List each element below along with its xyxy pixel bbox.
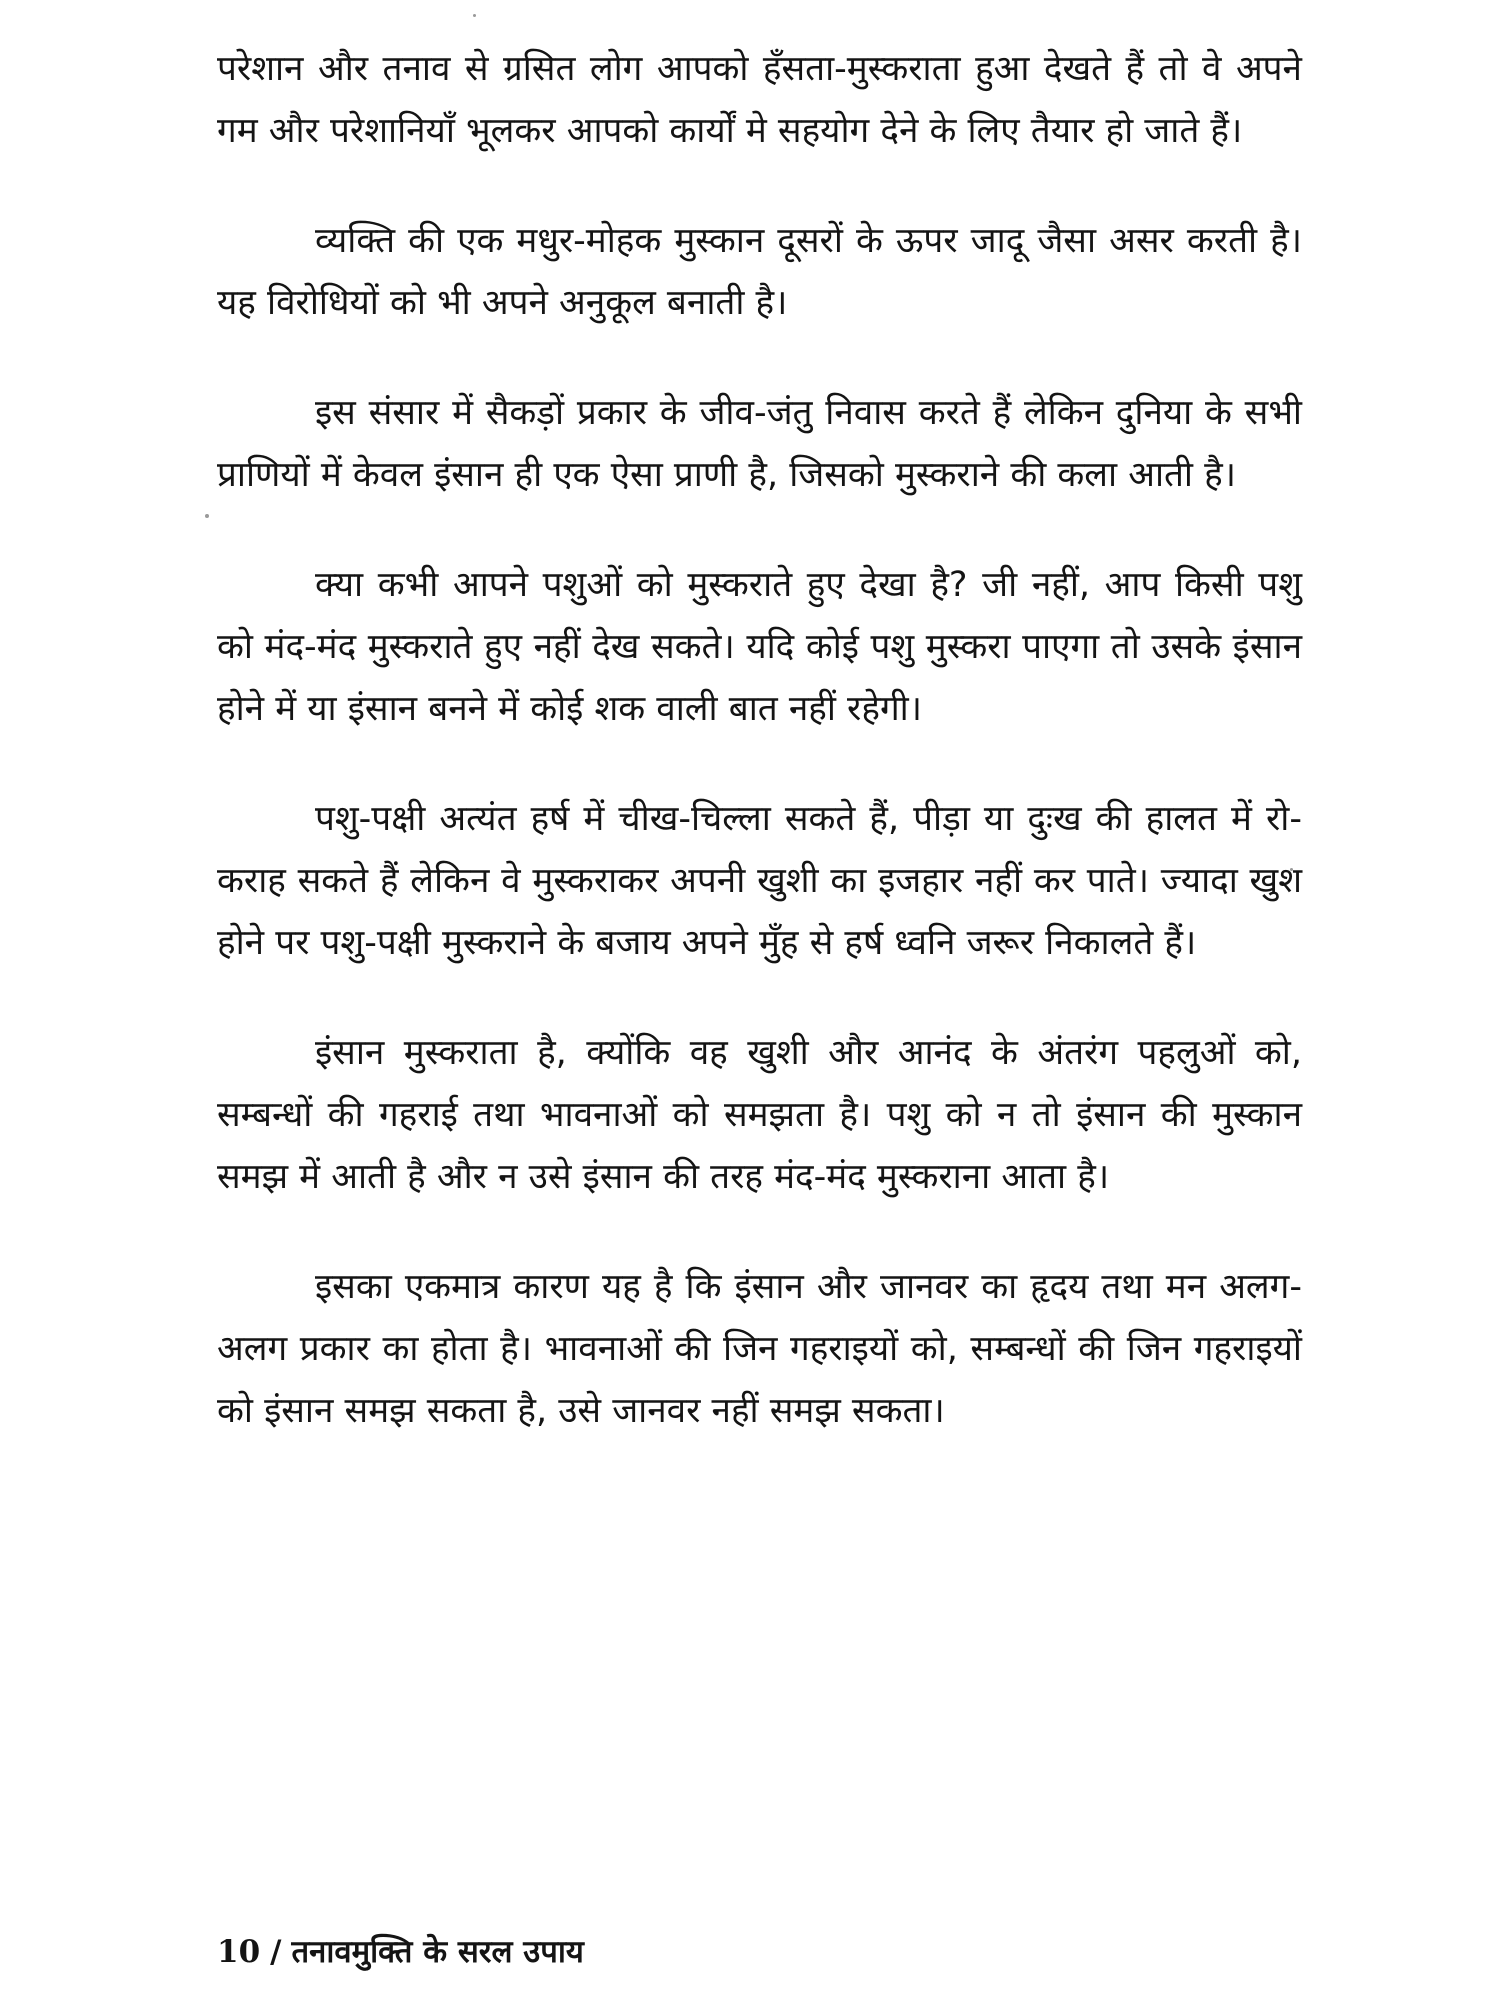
- body-text: [217, 38, 1302, 1490]
- paragraph: व्यक्ति की एक मधुर-मोहक मुस्कान दूसरों के ऊपर जादू जैसा असर करती है। यह विरोधियों को भी अपने अनुकूल बनाती है।: [217, 221, 1302, 323]
- book-title: तनावमुक्ति के सरल उपाय: [291, 1934, 584, 1970]
- paragraph: क्या कभी आपने पशुओं को मुस्कराते हुए देखा है? जी नहीं, आप किसी पशु को मंद-मंद मुस्कराते हुए नहीं देख सकते। यदि कोई पशु मुस्करा पाएगा तो उसके इंसान होने में या इंसान बनने में कोई शक वाली बात नहीं रहेगी।: [217, 565, 1302, 729]
- page-number: 10: [217, 1934, 261, 1970]
- page-footer: [217, 1930, 584, 1972]
- scan-speck: [205, 514, 209, 518]
- paragraph: परेशान और तनाव से ग्रसित लोग आपको हँसता-मुस्कराता हुआ देखते हैं तो वे अपने गम और परेशानियाँ भूलकर आपको कार्यों मे सहयोग देने के लिए तैयार हो जाते हैं।: [217, 49, 1302, 151]
- paragraph: इंसान मुस्कराता है, क्योंकि वह खुशी और आनंद के अंतरंग पहलुओं को, सम्बन्धों की गहराई तथा भावनाओं को समझता है। पशु को न तो इंसान की मुस्कान समझ में आती है और न उसे इंसान की तरह मंद-मंद मुस्कराना आता है।: [217, 1033, 1302, 1197]
- scan-speck: [473, 14, 476, 17]
- paragraph: इसका एकमात्र कारण यह है कि इंसान और जानवर का हृदय तथा मन अलग-अलग प्रकार का होता है। भावनाओं की जिन गहराइयों को, सम्बन्धों की जिन गहराइयों को इंसान समझ सकता है, उसे जानवर नहीं समझ सकता।: [217, 1267, 1302, 1431]
- paragraph: इस संसार में सैकड़ों प्रकार के जीव-जंतु निवास करते हैं लेकिन दुनिया के सभी प्राणियों में केवल इंसान ही एक ऐसा प्राणी है, जिसको मुस्कराने की कला आती है।: [217, 393, 1302, 495]
- paragraph: पशु-पक्षी अत्यंत हर्ष में चीख-चिल्ला सकते हैं, पीड़ा या दुःख की हालत में रो-कराह सकते हैं लेकिन वे मुस्कराकर अपनी खुशी का इजहार नहीं कर पाते। ज्यादा खुश होने पर पशु-पक्षी मुस्कराने के बजाय अपने मुँह से हर्ष ध्वनि जरूर निकालते हैं।: [217, 799, 1302, 963]
- footer-separator: /: [270, 1934, 282, 1970]
